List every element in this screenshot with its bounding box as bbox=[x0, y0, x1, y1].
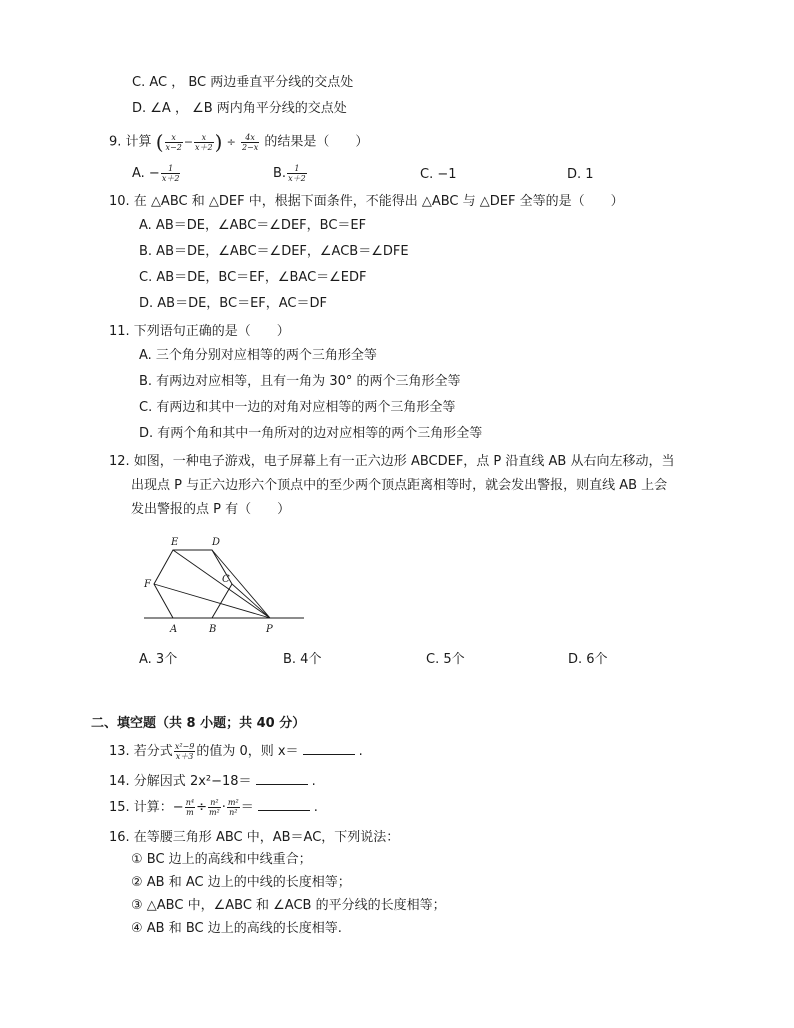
q11-option-a: A. 三个角分别对应相等的两个三角形全等 bbox=[139, 348, 377, 363]
q15: 15. 计算：− $\frac{\text{n⁴}}{m}$ ÷ $\frac{\text{n²}}{\text{m²}}$ · $\frac{\text{m²}}{\text{n²}}$ ＝ . bbox=[109, 798, 318, 817]
q13-fraction: $\frac{\text{x²−9}}{x+3}$ bbox=[174, 742, 195, 761]
section-2-title: 二、填空题（共 8 小题；共 40 分） bbox=[91, 716, 306, 731]
q9-left-paren: ( bbox=[155, 130, 164, 154]
q11-stem: 11. 下列语句正确的是（ ） bbox=[109, 324, 290, 339]
q10-option-b: B. AB＝DE，∠ABC＝∠DEF，∠ACB＝∠DFE bbox=[139, 244, 409, 259]
q14-answer-blank[interactable] bbox=[256, 772, 308, 785]
q16-statement-2: ② AB 和 AC 边上的中线的长度相等； bbox=[131, 875, 351, 890]
label-e: E bbox=[171, 537, 179, 548]
q9-suffix: 的结果是（ ） bbox=[264, 134, 369, 150]
label-c: C bbox=[222, 574, 230, 585]
q16-stem: 16. 在等腰三角形 ABC 中，AB＝AC，下列说法： bbox=[109, 830, 400, 845]
q16-statement-1: ① BC 边上的高线和中线重合； bbox=[131, 852, 312, 867]
q12-line-2: 出现点 P 与正六边形六个顶点中的至少两个顶点距离相等时，就会发出警报，则直线 AB 上会 bbox=[131, 478, 668, 493]
label-b: B bbox=[209, 624, 217, 635]
q15-answer-blank[interactable] bbox=[258, 798, 310, 811]
q12-option-c: C. 5个 bbox=[426, 652, 465, 667]
q8-option-c: C. AC ， BC 两边垂直平分线的交点处 bbox=[132, 75, 354, 90]
q12-line-3: 发出警报的点 P 有（ ） bbox=[131, 502, 291, 517]
q13-answer-blank[interactable] bbox=[303, 742, 355, 755]
q9-option-b: B. $\frac{1}{x+2}$ bbox=[273, 164, 306, 183]
q10-stem: 10. 在 △ABC 和 △DEF 中，根据下面条件，不能得出 △ABC 与 △DEF 全等的是（ ） bbox=[109, 194, 624, 209]
q9-option-d: D. 1 bbox=[567, 167, 594, 182]
q10-option-a: A. AB＝DE，∠ABC＝∠DEF，BC＝EF bbox=[139, 218, 367, 233]
label-p: P bbox=[266, 624, 273, 635]
segment-pf bbox=[154, 584, 270, 618]
q14: 14. 分解因式 2x²−18＝ . bbox=[109, 774, 316, 789]
label-a: A bbox=[170, 624, 178, 635]
q15-fraction-1: $\frac{\text{n⁴}}{m}$ bbox=[185, 798, 195, 817]
q9-stem: 9. 计算 ( $\frac{x}{x-2}$ − $\frac{x}{x+2}$ ) ÷ $\frac{4x}{2-x}$ 的结果是（ ） bbox=[109, 130, 369, 154]
q12-option-d: D. 6个 bbox=[568, 652, 608, 667]
q12-line-1: 12. 如图，一种电子游戏，电子屏幕上有一正六边形 ABCDEF，点 P 沿直线 AB 从右向左移动，当 bbox=[109, 454, 675, 469]
q9-prefix: 9. 计算 bbox=[109, 134, 152, 150]
q9-fraction-1: $\frac{x}{x-2}$ bbox=[165, 132, 182, 152]
q16-statement-4: ④ AB 和 BC 边上的高线的长度相等. bbox=[131, 921, 342, 936]
q9-fraction-3: $\frac{4x}{2-x}$ bbox=[241, 132, 259, 152]
q12-option-a: A. 3个 bbox=[139, 652, 178, 667]
q13: 13. 若分式 $\frac{\text{x²−9}}{x+3}$ 的值为 0，则 x＝ . bbox=[109, 742, 363, 761]
q16-statement-3: ③ △ABC 中，∠ABC 和 ∠ACB 的平分线的长度相等； bbox=[131, 898, 446, 913]
q12-option-b: B. 4个 bbox=[283, 652, 322, 667]
q15-fraction-3: $\frac{\text{m²}}{\text{n²}}$ bbox=[227, 798, 239, 817]
q10-option-d: D. AB＝DE，BC＝EF，AC＝DF bbox=[139, 296, 327, 311]
q8-option-d: D. ∠A ， ∠B 两内角平分线的交点处 bbox=[132, 101, 347, 116]
q11-option-d: D. 有两个角和其中一角所对的边对应相等的两个三角形全等 bbox=[139, 426, 483, 441]
hexagon-figure bbox=[138, 530, 318, 640]
q9-option-c: C. −1 bbox=[420, 167, 457, 182]
q10-option-c: C. AB＝DE，BC＝EF，∠BAC＝∠EDF bbox=[139, 270, 367, 285]
segment-pd bbox=[212, 550, 270, 618]
q9-option-a: A. − $\frac{1}{x+2}$ bbox=[132, 164, 180, 183]
q11-option-c: C. 有两边和其中一边的对角对应相等的两个三角形全等 bbox=[139, 400, 456, 415]
q11-option-b: B. 有两边对应相等，且有一角为 30° 的两个三角形全等 bbox=[139, 374, 461, 389]
label-d: D bbox=[212, 537, 221, 548]
q9-fraction-2: $\frac{x}{x+2}$ bbox=[195, 132, 213, 152]
q9-right-paren: ) bbox=[214, 130, 223, 154]
label-f: F bbox=[144, 579, 151, 590]
segment-pc bbox=[232, 584, 270, 618]
q15-fraction-2: $\frac{\text{n²}}{\text{m²}}$ bbox=[208, 798, 220, 817]
